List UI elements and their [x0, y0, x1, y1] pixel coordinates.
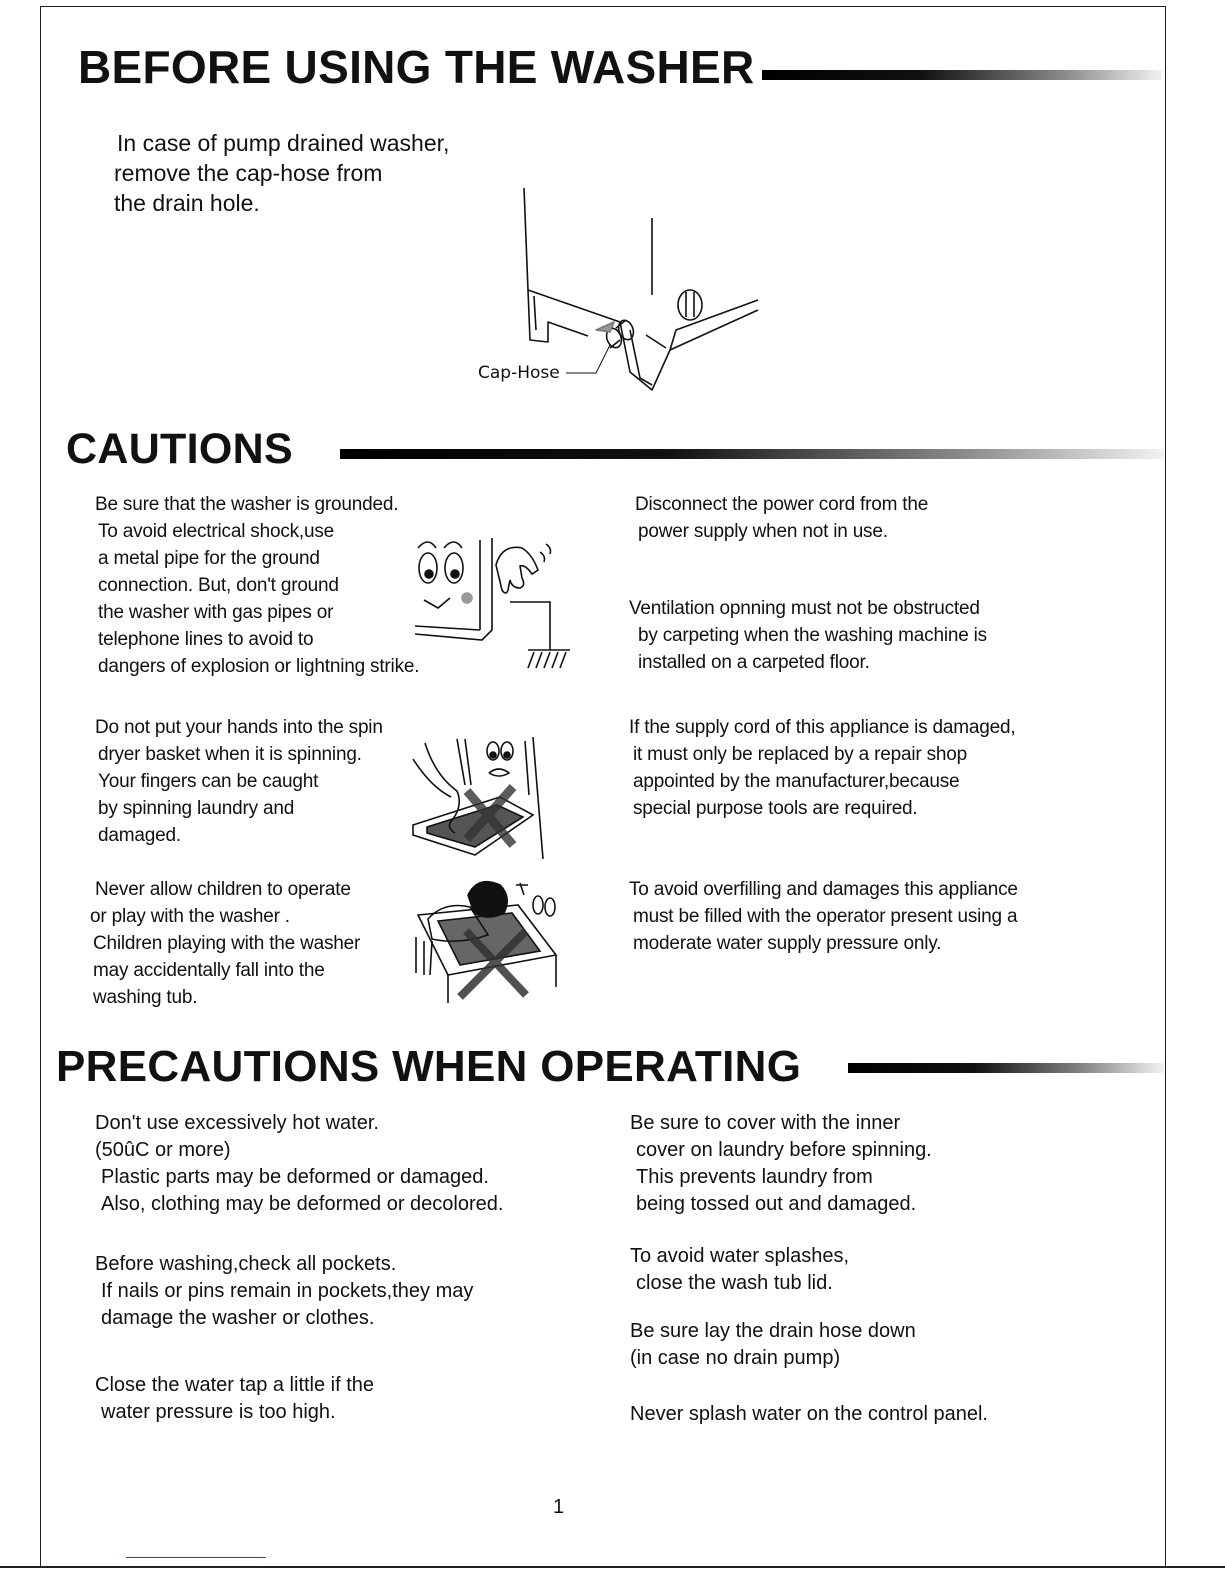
caution-line: must be filled with the operator present using a	[633, 906, 1018, 927]
precaution-line: This prevents laundry from	[636, 1166, 873, 1188]
precaution-line: Don't use excessively hot water.	[95, 1112, 379, 1134]
precaution-line: (in case no drain pump)	[630, 1347, 841, 1369]
caution-ventilation	[629, 595, 987, 676]
caution-line: If the supply cord of this appliance is damaged,	[629, 717, 1016, 738]
precaution-line: (50ûC or more)	[95, 1139, 231, 1161]
spin-basket-illustration	[405, 735, 550, 865]
precaution-line: cover on laundry before spinning.	[636, 1139, 932, 1161]
precaution-hot-water	[95, 1110, 503, 1218]
caution-line: installed on a carpeted floor.	[638, 652, 870, 673]
caution-power-cord	[635, 491, 928, 545]
cap-hose-illustration	[470, 180, 770, 400]
precaution-line: Before washing,check all pockets.	[95, 1253, 397, 1275]
precaution-line: Also, clothing may be deformed or decolored.	[101, 1193, 504, 1215]
caution-line: connection. But, don't ground	[98, 575, 339, 596]
precaution-line: To avoid water splashes,	[630, 1245, 850, 1267]
cap-hose-label: Cap-Hose	[478, 363, 560, 383]
before-line: the drain hole.	[114, 190, 260, 216]
precaution-line: Never splash water on the control panel.	[630, 1403, 988, 1425]
precaution-line: Close the water tap a little if the	[95, 1374, 375, 1396]
caution-line: power supply when not in use.	[638, 521, 888, 542]
precaution-splashes	[630, 1243, 849, 1297]
caution-line: it must only be replaced by a repair shop	[633, 744, 967, 765]
caution-line: the washer with gas pipes or	[98, 602, 334, 623]
precautions-heading-rule	[848, 1063, 1164, 1073]
caution-line: Do not put your hands into the spin	[95, 717, 383, 738]
caution-line: damaged.	[98, 825, 181, 846]
before-line: remove the cap-hose from	[114, 160, 383, 186]
precaution-line: Be sure to cover with the inner	[630, 1112, 901, 1134]
precaution-inner-cover	[630, 1110, 932, 1218]
precaution-water-tap	[95, 1372, 374, 1426]
caution-line: by carpeting when the washing machine is	[638, 625, 987, 646]
caution-overfilling	[629, 876, 1018, 957]
caution-supply-cord	[629, 714, 1015, 822]
caution-line: Disconnect the power cord from the	[635, 494, 929, 515]
grounding-illustration	[410, 530, 585, 670]
caution-line: may accidentally fall into the	[93, 960, 325, 981]
precaution-drain-hose	[630, 1318, 916, 1372]
caution-spin-dryer	[95, 714, 383, 849]
page-number: 1	[553, 1496, 565, 1518]
precaution-line: Plastic parts may be deformed or damaged.	[101, 1166, 489, 1188]
before-line: In case of pump drained washer,	[117, 130, 450, 156]
caution-line: special purpose tools are required.	[633, 798, 918, 819]
caution-line: dangers of explosion or lightning strike.	[98, 656, 420, 677]
caution-line: or play with the washer .	[90, 906, 290, 927]
footer-link-underline[interactable]	[126, 1557, 266, 1558]
before-heading: BEFORE USING THE WASHER	[78, 41, 755, 93]
before-text	[114, 128, 449, 218]
caution-line: Never allow children to operate	[95, 879, 351, 900]
caution-line: Be sure that the washer is grounded.	[95, 494, 399, 515]
precaution-line: If nails or pins remain in pockets,they may	[101, 1280, 474, 1302]
caution-line: Your fingers can be caught	[98, 771, 319, 792]
caution-line: To avoid overfilling and damages this appliance	[629, 879, 1018, 900]
caution-line: by spinning laundry and	[98, 798, 295, 819]
cautions-heading: CAUTIONS	[66, 425, 293, 473]
precautions-heading: PRECAUTIONS WHEN OPERATING	[56, 1042, 802, 1091]
precaution-line: close the wash tub lid.	[636, 1272, 833, 1294]
caution-children	[90, 876, 360, 1011]
caution-line: To avoid electrical shock,use	[98, 521, 335, 542]
precaution-line: Be sure lay the drain hose down	[630, 1320, 916, 1342]
caution-grounding	[95, 491, 419, 680]
precaution-line: damage the washer or clothes.	[101, 1307, 375, 1329]
caution-line: telephone lines to avoid to	[98, 629, 314, 650]
page-bottom-rule	[0, 1566, 1225, 1568]
before-heading-rule	[762, 70, 1162, 80]
caution-line: dryer basket when it is spinning.	[98, 744, 362, 765]
precaution-control-panel	[630, 1401, 988, 1428]
caution-line: appointed by the manufacturer,because	[633, 771, 960, 792]
caution-line: moderate water supply pressure only.	[633, 933, 942, 954]
cautions-heading-rule	[340, 449, 1164, 459]
caution-line: a metal pipe for the ground	[98, 548, 320, 569]
caution-line: Ventilation opnning must not be obstructed	[629, 598, 980, 619]
caution-line: Children playing with the washer	[93, 933, 361, 954]
caution-line: washing tub.	[93, 987, 198, 1008]
precaution-pockets	[95, 1251, 473, 1332]
precaution-line: water pressure is too high.	[101, 1401, 336, 1423]
child-washer-illustration	[408, 875, 563, 1005]
precaution-line: being tossed out and damaged.	[636, 1193, 917, 1215]
